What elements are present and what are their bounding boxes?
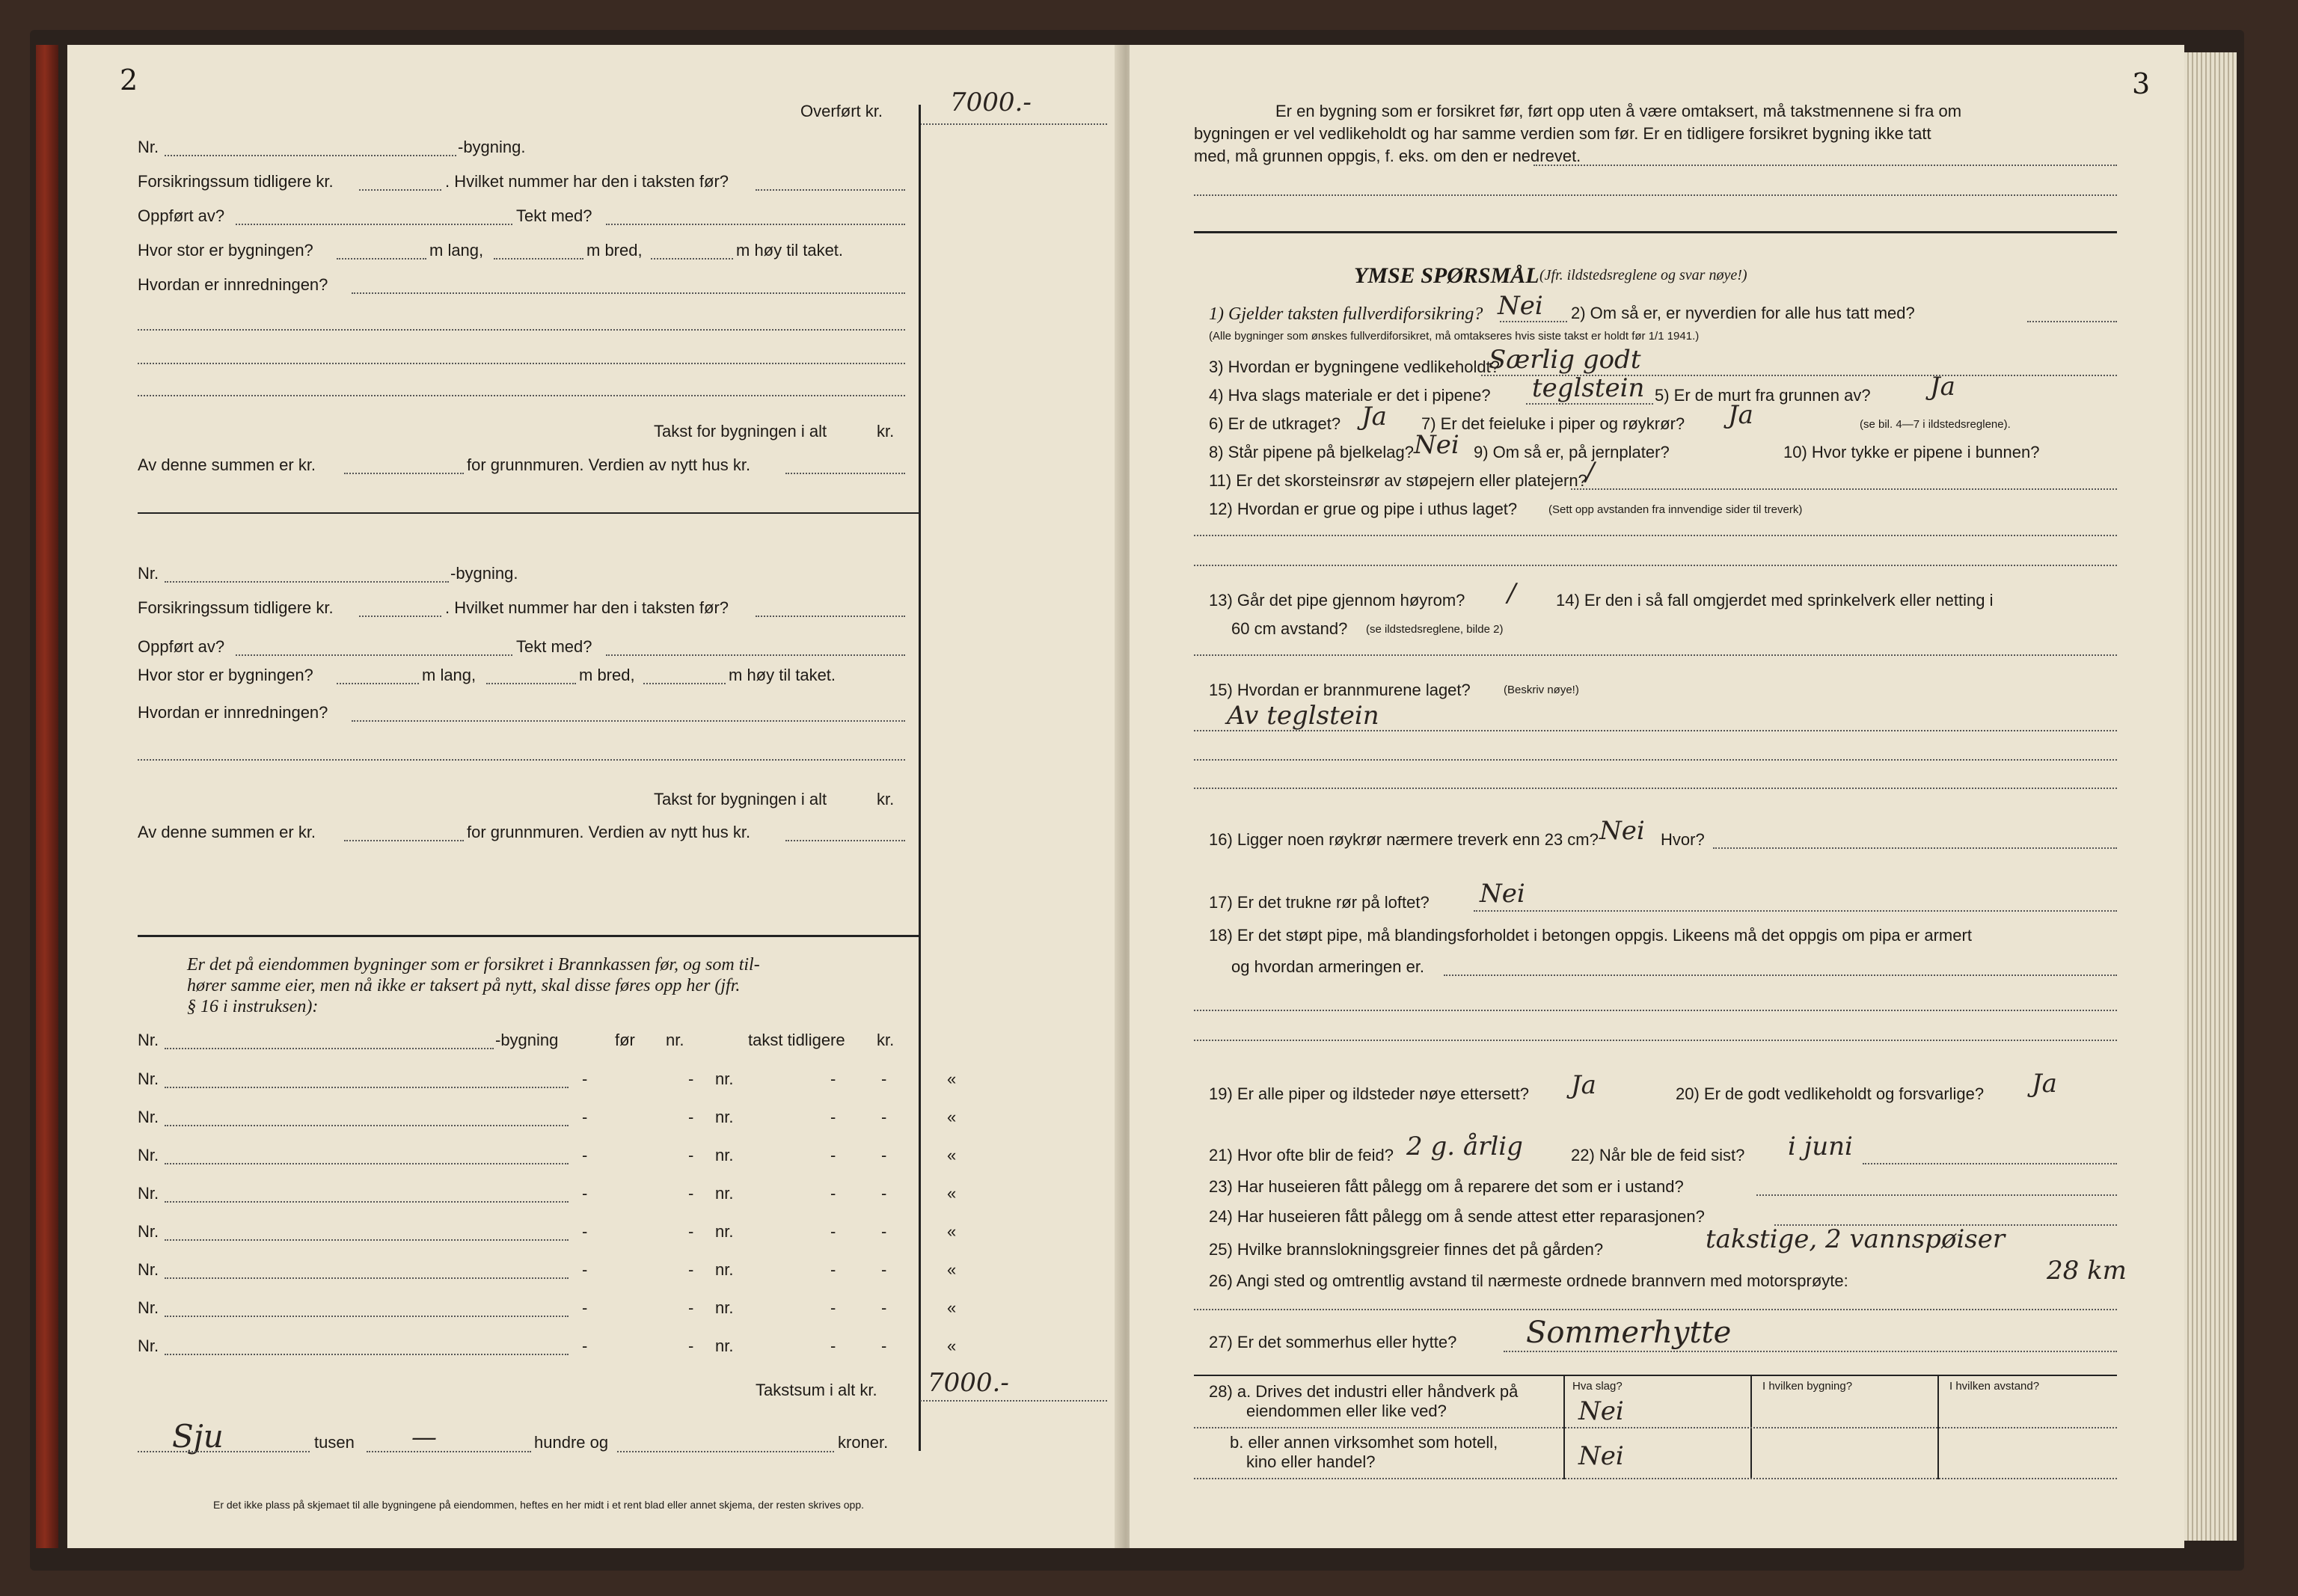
hvilket-label: . Hvilket nummer har den i taksten før? <box>445 172 729 191</box>
hvilket-label: . Hvilket nummer har den i taksten før? <box>445 598 729 617</box>
table-dash: - <box>688 1184 694 1203</box>
table-dash: - <box>881 1069 887 1088</box>
answer-4: teglstein <box>1532 373 1645 403</box>
innredning-label: Hvordan er innredningen? <box>138 275 328 294</box>
answer-13: / <box>1507 578 1516 608</box>
table-nr: Nr. <box>138 1031 159 1049</box>
table-dash: - <box>582 1336 588 1355</box>
table-takst: takst tidligere <box>748 1031 845 1049</box>
lang-label: m lang, <box>422 666 477 684</box>
table-quote: « <box>947 1260 957 1279</box>
table-dash: - <box>582 1260 588 1279</box>
table-dash: - <box>688 1222 694 1241</box>
table-dash: - <box>688 1108 694 1126</box>
question-28a: 28) a. Drives det industri eller håndverk på <box>1209 1382 1519 1401</box>
overfort-value: 7000.- <box>950 88 1032 117</box>
answer-11: / <box>1586 457 1595 487</box>
table-dash: - <box>881 1260 887 1279</box>
question-4: 4) Hva slags materiale er det i pipene? <box>1209 386 1491 405</box>
overfort-label: Overført kr. <box>800 102 883 120</box>
bred-label: m bred, <box>586 241 643 260</box>
answer-1: Nei <box>1498 291 1543 321</box>
bygning-label: -bygning. <box>458 138 526 156</box>
answer-26: 28 km <box>2047 1256 2127 1286</box>
table-nr: Nr. <box>138 1069 159 1088</box>
table-dash: - <box>830 1222 836 1241</box>
divider <box>138 935 920 937</box>
hundre-label: hundre og <box>534 1433 609 1452</box>
hundre-value: — <box>411 1422 437 1452</box>
table-dash: - <box>830 1108 836 1126</box>
table-nr: Nr. <box>138 1260 159 1279</box>
takst-label: Takst for bygningen i alt <box>654 790 827 808</box>
answer-21: 2 g. årlig <box>1406 1132 1523 1161</box>
question-26: 26) Angi sted og omtrentlig avstand til nærmeste ordnede brannvern med motorsprøyte: <box>1209 1271 1848 1290</box>
table-quote: « <box>947 1336 957 1355</box>
table-quote: « <box>947 1069 957 1088</box>
question-27: 27) Er det sommerhus eller hytte? <box>1209 1333 1457 1351</box>
kr-label: kr. <box>877 790 895 808</box>
instruction-line: § 16 i instruksen): <box>187 997 319 1016</box>
forsikring-label: Forsikringssum tidligere kr. <box>138 598 334 617</box>
tekt-label: Tekt med? <box>516 637 592 656</box>
column-bygning: I hvilken bygning? <box>1762 1380 1853 1393</box>
divider <box>138 512 920 514</box>
innredning-label: Hvordan er innredningen? <box>138 703 328 722</box>
question-17: 17) Er det trukne rør på loftet? <box>1209 893 1430 912</box>
column-avstand: I hvilken avstand? <box>1949 1380 2040 1393</box>
question-10: 10) Hvor tykke er pipene i bunnen? <box>1783 443 2040 461</box>
footnote: Er det ikke plass på skjemaet til alle bygningene på eiendommen, heftes en her midt i et rent blad eller annet skjema, der resten skrives opp. <box>213 1499 865 1511</box>
question-5: 5) Er de murt fra grunnen av? <box>1655 386 1871 405</box>
table-nr-label: nr. <box>715 1146 734 1164</box>
table-dash: - <box>881 1222 887 1241</box>
kr-label: kr. <box>877 422 895 441</box>
table-dash: - <box>830 1069 836 1088</box>
answer-28b: Nei <box>1578 1441 1624 1471</box>
section-heading: YMSE SPØRSMÅL <box>1354 263 1539 288</box>
answer-16: Nei <box>1599 816 1645 846</box>
bygning-label: -bygning. <box>450 564 518 583</box>
question-12: 12) Hvordan er grue og pipe i uthus laget? <box>1209 500 1518 518</box>
amount-column-line <box>919 105 921 1451</box>
question-1: 1) Gjelder taksten fullverdiforsikring? <box>1209 304 1483 324</box>
question-8: 8) Står pipene på bjelkelag? <box>1209 443 1414 461</box>
table-kr: kr. <box>877 1031 895 1049</box>
question-2: 2) Om så er, er nyverdien for alle hus tatt med? <box>1571 304 1915 322</box>
table-nr-label: nr. <box>715 1222 734 1241</box>
page-number: 3 <box>2132 67 2151 100</box>
av-denne-label: Av denne summen er kr. <box>138 823 316 841</box>
instruction-line: hører samme eier, men nå ikke er taksert på nytt, skal disse føres opp her (jfr. <box>187 976 741 995</box>
instruction-line: Er det på eiendommen bygninger som er forsikret i Brannkassen før, og som til- <box>187 955 760 975</box>
right-page <box>1130 45 2184 1548</box>
stor-label: Hvor stor er bygningen? <box>138 666 313 684</box>
table-dash: - <box>881 1108 887 1126</box>
answer-3: Særlig godt <box>1489 345 1641 375</box>
table-bygning: -bygning <box>495 1031 559 1049</box>
table-dash: - <box>582 1222 588 1241</box>
question-7: 7) Er det feieluke i piper og røykrør? <box>1421 414 1685 433</box>
forsikring-label: Forsikringssum tidligere kr. <box>138 172 334 191</box>
answer-20: Ja <box>2032 1069 2057 1099</box>
table-quote: « <box>947 1222 957 1241</box>
table-quote: « <box>947 1146 957 1164</box>
question-18: 18) Er det støpt pipe, må blandingsforholdet i betongen oppgis. Likeens må det oppgis om pipa er armert <box>1209 926 1972 945</box>
question-23: 23) Har huseieren fått pålegg om å reparere det som er i ustand? <box>1209 1177 1684 1196</box>
answer-6: Ja <box>1361 402 1387 432</box>
answer-25: takstige, 2 vannspøiser <box>1706 1224 2006 1254</box>
question-21: 21) Hvor ofte blir de feid? <box>1209 1146 1394 1164</box>
table-nr: Nr. <box>138 1108 159 1126</box>
table-nr: Nr. <box>138 1222 159 1241</box>
nr-label: Nr. <box>138 138 159 156</box>
intro-line: Er en bygning som er forsikret før, ført opp uten å være omtaksert, må takstmennene si fra om <box>1275 102 1962 120</box>
table-dash: - <box>688 1069 694 1088</box>
answer-17: Nei <box>1480 879 1525 909</box>
table-dash: - <box>688 1298 694 1317</box>
table-quote: « <box>947 1108 957 1126</box>
table-nr-label: nr. <box>715 1260 734 1279</box>
question-19: 19) Er alle piper og ildsteder nøye ettersett? <box>1209 1084 1530 1103</box>
answer-15: Av teglstein <box>1227 701 1379 731</box>
kroner-label: kroner. <box>838 1433 889 1452</box>
question-1-note: (Alle bygninger som ønskes fullverdiforsikret, må omtakseres hvis siste takst er holdt før 1/1 1941.) <box>1209 330 1700 343</box>
table-nr: Nr. <box>138 1298 159 1317</box>
lang-label: m lang, <box>429 241 484 260</box>
question-22: 22) Når ble de feid sist? <box>1571 1146 1745 1164</box>
question-24: 24) Har huseieren fått pålegg om å sende attest etter reparasjonen? <box>1209 1207 1705 1226</box>
question-14b: 60 cm avstand? <box>1231 619 1348 638</box>
grunnmur-label: for grunnmuren. Verdien av nytt hus kr. <box>467 823 751 841</box>
divider <box>1194 1375 2117 1376</box>
answer-5: Ja <box>1930 372 1955 402</box>
answer-28a: Nei <box>1578 1396 1624 1426</box>
table-dash: - <box>830 1260 836 1279</box>
question-16: 16) Ligger noen røykrør nærmere treverk enn 23 cm? <box>1209 830 1599 849</box>
page-number: 2 <box>120 64 138 96</box>
question-14-note: (se ildstedsreglene, bilde 2) <box>1366 623 1504 636</box>
table-nr: Nr. <box>138 1336 159 1355</box>
table-nr2: nr. <box>666 1031 684 1049</box>
answer-8: Nei <box>1414 430 1459 460</box>
question-15: 15) Hvordan er brannmurene laget? <box>1209 681 1471 699</box>
table-dash: - <box>688 1260 694 1279</box>
tusen-label: tusen <box>314 1433 355 1452</box>
table-quote: « <box>947 1184 957 1203</box>
question-7-note: (se bil. 4—7 i ildstedsreglene). <box>1860 418 2011 431</box>
av-denne-label: Av denne summen er kr. <box>138 455 316 474</box>
bred-label: m bred, <box>579 666 635 684</box>
answer-7: Ja <box>1728 400 1753 430</box>
table-dash: - <box>830 1298 836 1317</box>
table-nr-label: nr. <box>715 1336 734 1355</box>
intro-line: bygningen er vel vedlikeholdt og har samme verdien som før. Er en tidligere forsikret bygning ikke tatt <box>1194 124 1931 143</box>
table-dash: - <box>582 1069 588 1088</box>
book-binding <box>36 45 58 1548</box>
question-16b: Hvor? <box>1661 830 1705 849</box>
question-28b: b. eller annen virksomhet som hotell, <box>1230 1433 1498 1452</box>
table-quote: « <box>947 1298 957 1317</box>
table-dash: - <box>688 1146 694 1164</box>
answer-19: Ja <box>1571 1070 1596 1100</box>
table-dash: - <box>830 1146 836 1164</box>
table-dash: - <box>881 1336 887 1355</box>
nr-label: Nr. <box>138 564 159 583</box>
stor-label: Hvor stor er bygningen? <box>138 241 313 260</box>
hoy-label: m høy til taket. <box>729 666 836 684</box>
table-nr-label: nr. <box>715 1108 734 1126</box>
question-25: 25) Hvilke brannslokningsgreier finnes det på gården? <box>1209 1240 1604 1259</box>
question-28a-line2: eiendommen eller like ved? <box>1246 1402 1447 1420</box>
grunnmur-label: for grunnmuren. Verdien av nytt hus kr. <box>467 455 751 474</box>
page-edges <box>2184 52 2237 1541</box>
table-dash: - <box>582 1108 588 1126</box>
takstsum-label: Takstsum i alt kr. <box>756 1381 877 1399</box>
table-dash: - <box>688 1336 694 1355</box>
question-13: 13) Går det pipe gjennom høyrom? <box>1209 591 1465 610</box>
table-nr-label: nr. <box>715 1184 734 1203</box>
question-12-note: (Sett opp avstanden fra innvendige sider til treverk) <box>1548 503 1803 516</box>
table-for: før <box>615 1031 635 1049</box>
table-dash: - <box>830 1336 836 1355</box>
tekt-label: Tekt med? <box>516 206 592 225</box>
takstsum-value: 7000.- <box>928 1368 1009 1398</box>
question-14: 14) Er den i så fall omgjerdet med sprinkelverk eller netting i <box>1556 591 1994 610</box>
intro-line: med, må grunnen oppgis, f. eks. om den er nedrevet. <box>1194 147 1581 165</box>
table-nr: Nr. <box>138 1146 159 1164</box>
question-15-note: (Beskriv nøye!) <box>1504 684 1579 696</box>
table-nr: Nr. <box>138 1184 159 1203</box>
takst-label: Takst for bygningen i alt <box>654 422 827 441</box>
question-11: 11) Er det skorsteinsrør av støpejern eller platejern? <box>1209 471 1587 490</box>
oppfort-label: Oppført av? <box>138 637 225 656</box>
table-nr-label: nr. <box>715 1069 734 1088</box>
table-dash: - <box>582 1184 588 1203</box>
question-3: 3) Hvordan er bygningene vedlikeholdt? <box>1209 357 1500 376</box>
divider <box>1194 231 2117 233</box>
question-28b-line2: kino eller handel? <box>1246 1452 1376 1471</box>
left-page <box>67 45 1122 1548</box>
table-nr-label: nr. <box>715 1298 734 1317</box>
hoy-label: m høy til taket. <box>736 241 844 260</box>
tusen-value: Sju <box>172 1418 224 1455</box>
question-9: 9) Om så er, på jernplater? <box>1474 443 1670 461</box>
oppfort-label: Oppført av? <box>138 206 225 225</box>
table-dash: - <box>582 1298 588 1317</box>
question-18b: og hvordan armeringen er. <box>1231 957 1425 976</box>
table-dash: - <box>582 1146 588 1164</box>
answer-22: i juni <box>1788 1132 1853 1161</box>
table-dash: - <box>881 1298 887 1317</box>
question-20: 20) Er de godt vedlikeholdt og forsvarlige? <box>1676 1084 1985 1103</box>
table-dash: - <box>881 1184 887 1203</box>
answer-27: Sommerhytte <box>1526 1316 1732 1350</box>
heading-note: (Jfr. ildstedsreglene og svar nøye!) <box>1539 267 1747 283</box>
column-hva: Hva slag? <box>1572 1380 1623 1393</box>
question-6: 6) Er de utkraget? <box>1209 414 1341 433</box>
table-dash: - <box>881 1146 887 1164</box>
table-dash: - <box>830 1184 836 1203</box>
